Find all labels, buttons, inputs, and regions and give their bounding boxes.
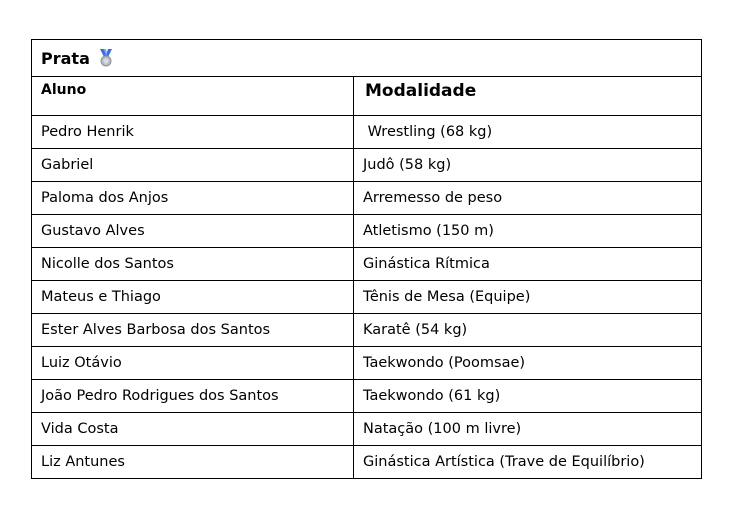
cell-sport: Taekwondo (Poomsae) bbox=[354, 347, 702, 380]
cell-student: Gustavo Alves bbox=[32, 215, 354, 248]
header-student: Aluno bbox=[32, 77, 354, 116]
cell-student: Pedro Henrik bbox=[32, 116, 354, 149]
cell-student: Mateus e Thiago bbox=[32, 281, 354, 314]
cell-sport: Arremesso de peso bbox=[354, 182, 702, 215]
table-row bbox=[32, 215, 702, 248]
cell-sport: Judô (58 kg) bbox=[354, 149, 702, 182]
silver-medal-table bbox=[31, 39, 702, 479]
table-title-row bbox=[32, 40, 702, 77]
cell-student: Luiz Otávio bbox=[32, 347, 354, 380]
cell-student: Ester Alves Barbosa dos Santos bbox=[32, 314, 354, 347]
table-row bbox=[32, 248, 702, 281]
cell-student: João Pedro Rodrigues dos Santos bbox=[32, 380, 354, 413]
cell-student: Gabriel bbox=[32, 149, 354, 182]
cell-sport: Taekwondo (61 kg) bbox=[354, 380, 702, 413]
table-row bbox=[32, 314, 702, 347]
results-table-container bbox=[31, 39, 701, 479]
cell-sport: Atletismo (150 m) bbox=[354, 215, 702, 248]
cell-sport: Natação (100 m livre) bbox=[354, 413, 702, 446]
table-row bbox=[32, 116, 702, 149]
table-row bbox=[32, 413, 702, 446]
cell-sport: Ginástica Artística (Trave de Equilíbrio) bbox=[354, 446, 702, 479]
table-title: Prata bbox=[41, 49, 90, 68]
cell-sport: Ginástica Rítmica bbox=[354, 248, 702, 281]
cell-sport: Tênis de Mesa (Equipe) bbox=[354, 281, 702, 314]
table-row bbox=[32, 446, 702, 479]
cell-sport: Wrestling (68 kg) bbox=[354, 116, 702, 149]
cell-sport: Karatê (54 kg) bbox=[354, 314, 702, 347]
cell-student: Vida Costa bbox=[32, 413, 354, 446]
silver-medal-icon bbox=[99, 49, 113, 67]
table-row bbox=[32, 149, 702, 182]
table-row bbox=[32, 281, 702, 314]
table-row bbox=[32, 182, 702, 215]
table-title-cell bbox=[32, 40, 702, 77]
cell-student: Nicolle dos Santos bbox=[32, 248, 354, 281]
table-row bbox=[32, 380, 702, 413]
cell-student: Paloma dos Anjos bbox=[32, 182, 354, 215]
table-header-row bbox=[32, 77, 702, 116]
header-sport: Modalidade bbox=[354, 77, 702, 116]
cell-student: Liz Antunes bbox=[32, 446, 354, 479]
table-row bbox=[32, 347, 702, 380]
